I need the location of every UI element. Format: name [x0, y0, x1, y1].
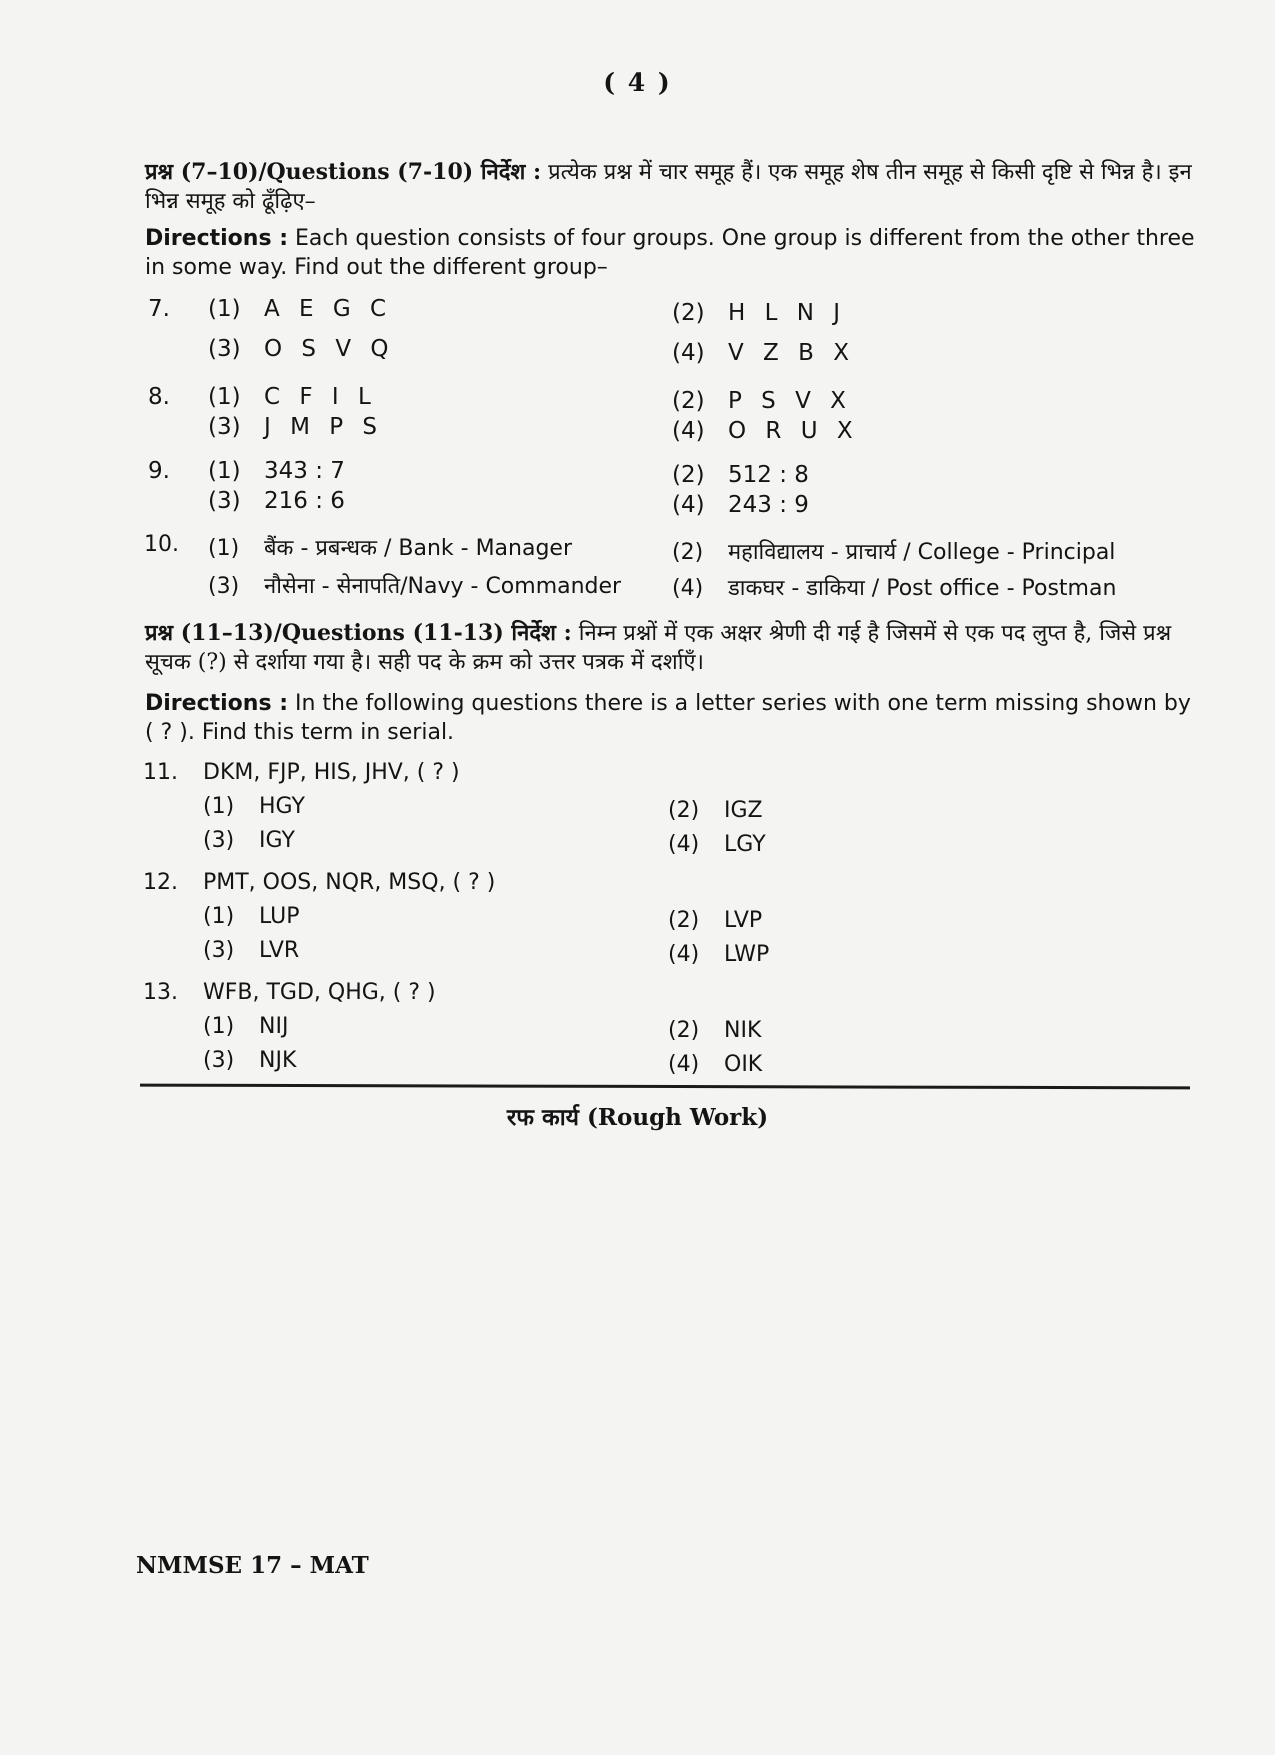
- option-3: (3) नौसेना - सेनापति/Navy - Commander: [208, 574, 622, 599]
- divider-rule: [140, 1084, 1190, 1090]
- hindi-directions: [145, 158, 1200, 216]
- option-4: (4) OIK: [668, 1052, 763, 1077]
- option-3: (3) 216 : 6: [208, 488, 345, 514]
- hindi-directions-text: निम्न प्रश्नों में एक अक्षर श्रेणी दी गई है जिसमें से एक पद लुप्त है, जिसे प्रश्न सूचक (?) से दर्शाया गया है। सही पद के क्रम को उत्तर पत्रक में दर्शाएँ।: [145, 621, 1172, 675]
- option-1: (1) HGY: [203, 794, 305, 819]
- english-directions: [145, 689, 1200, 747]
- option-4: (4) O R U X: [672, 418, 859, 444]
- question-stem: WFB, TGD, QHG, ( ? ): [203, 980, 436, 1005]
- option-3: (3) IGY: [203, 828, 295, 853]
- option-2: (2) IGZ: [668, 798, 763, 823]
- option-3: (3) J M P S: [208, 414, 384, 440]
- option-4: (4) डाकघर - डाकिया / Post office - Postman: [672, 576, 1117, 601]
- option-1: (1) 343 : 7: [208, 458, 345, 484]
- hindi-directions-text: प्रत्येक प्रश्न में चार समूह हैं। एक समूह शेष तीन समूह से किसी दृष्टि से भिन्न है। इन भिन्न समूह को ढूँढ़िए–: [145, 160, 1192, 214]
- option-4: (4) LGY: [668, 832, 766, 857]
- page-number: ( 4 ): [603, 68, 672, 97]
- english-directions-text: Each question consists of four groups. One group is different from the other three in some way. Find out the different group–: [145, 226, 1195, 280]
- question-stem: DKM, FJP, HIS, JHV, ( ? ): [203, 760, 460, 785]
- option-1: (1) बैंक - प्रबन्धक / Bank - Manager: [208, 536, 572, 561]
- option-1: (1) A E G C: [208, 296, 393, 322]
- option-3: (3) NJK: [203, 1048, 297, 1073]
- english-directions: [145, 224, 1200, 282]
- english-directions-text: In the following questions there is a letter series with one term missing shown by ( ? ). Find this term in serial.: [145, 691, 1191, 745]
- option-2: (2) P S V X: [672, 388, 852, 414]
- hindi-directions-label: प्रश्न (11–13)/Questions (11-13) निर्देश :: [145, 620, 572, 646]
- option-4: (4) V Z B X: [672, 340, 855, 366]
- option-2: (2) 512 : 8: [672, 462, 809, 488]
- option-4: (4) LWP: [668, 942, 770, 967]
- option-1: (1) C F I L: [208, 384, 377, 410]
- option-4: (4) 243 : 9: [672, 492, 809, 518]
- option-3: (3) LVR: [203, 938, 300, 963]
- section-directions-7-10: [145, 158, 1200, 282]
- option-2: (2) H L N J: [672, 300, 847, 326]
- question-number: 9.: [148, 458, 170, 484]
- option-3: (3) O S V Q: [208, 336, 395, 362]
- hindi-directions: [145, 619, 1200, 677]
- question-number: 13.: [143, 980, 178, 1005]
- question-number: 8.: [148, 384, 170, 410]
- question-stem: PMT, OOS, NQR, MSQ, ( ? ): [203, 870, 496, 895]
- option-1: (1) LUP: [203, 904, 300, 929]
- question-number: 12.: [143, 870, 178, 895]
- option-1: (1) NIJ: [203, 1014, 289, 1039]
- option-2: (2) LVP: [668, 908, 763, 933]
- question-number: 7.: [148, 296, 170, 322]
- option-2: (2) NIK: [668, 1018, 762, 1043]
- english-directions-label: Directions :: [145, 226, 288, 251]
- english-directions-label: Directions :: [145, 691, 288, 716]
- option-2: (2) महाविद्यालय - प्राचार्य / College - Principal: [672, 540, 1116, 565]
- footer-code: NMMSE 17 – MAT: [136, 1552, 369, 1579]
- rough-work-heading: रफ कार्य (Rough Work): [506, 1104, 769, 1131]
- question-number: 10.: [144, 532, 179, 557]
- section-directions-11-13: [145, 619, 1200, 747]
- hindi-directions-label: प्रश्न (7–10)/Questions (7-10) निर्देश :: [145, 159, 542, 185]
- question-number: 11.: [143, 760, 178, 785]
